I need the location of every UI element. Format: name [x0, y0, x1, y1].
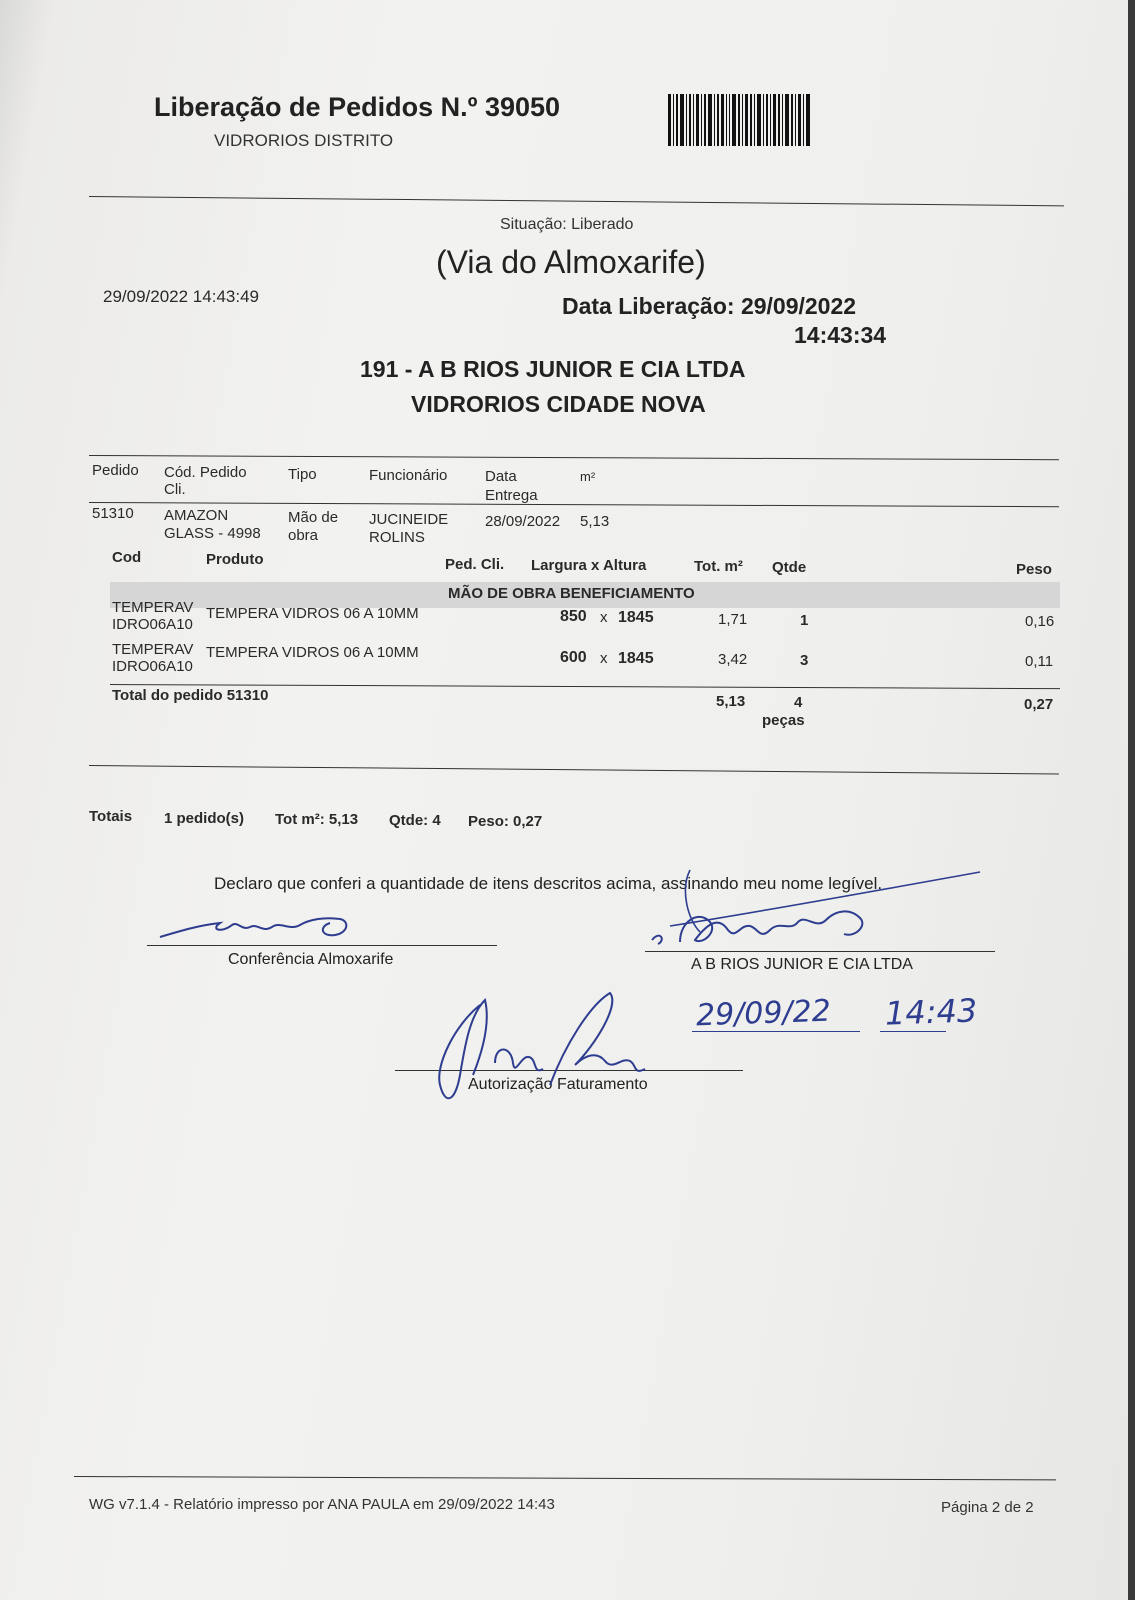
order-employee: JUCINEIDE: [369, 511, 449, 528]
signature-line-left: [147, 945, 497, 946]
col-cod-pedido-2: Cli.: [164, 481, 186, 498]
order-table-top-line: [89, 455, 1059, 460]
handwritten-time-underline: [880, 1031, 946, 1032]
signature-label-left: Conferência Almoxarife: [228, 951, 394, 968]
order-m2: 5,13: [580, 513, 610, 530]
footer-page-number: Página 2 de 2: [941, 1499, 1034, 1516]
item-2-x: x: [600, 650, 608, 667]
item-2-peso: 0,11: [1025, 653, 1054, 670]
col-data-2: Entrega: [485, 487, 538, 504]
col-pedido: Pedido: [92, 462, 139, 479]
order-total-qtde: 4: [794, 694, 803, 711]
item-1-cod: TEMPERAV: [112, 599, 194, 616]
item-2-largura: 600: [560, 649, 587, 666]
signature-label-right: A B RIOS JUNIOR E CIA LTDA: [691, 956, 913, 973]
order-type-2: obra: [288, 527, 319, 544]
signature-scribble-right: [640, 860, 1000, 955]
order-total-m2: 5,13: [716, 693, 746, 710]
col-produto: Produto: [206, 551, 264, 568]
order-total-label: Total do pedido 51310: [112, 687, 269, 704]
item-2-cod-2: IDRO06A10: [112, 658, 193, 675]
item-2-altura: 1845: [618, 650, 654, 667]
col-m2: m²: [580, 469, 596, 484]
via-label: (Via do Almoxarife): [436, 244, 706, 280]
col-peso: Peso: [1016, 561, 1052, 578]
signature-scribble-center: [425, 985, 655, 1115]
item-1-cod-2: IDRO06A10: [112, 616, 193, 633]
order-number: 51310: [92, 505, 134, 522]
col-dims: Largura x Altura: [531, 557, 647, 574]
totals-pedidos: 1 pedido(s): [164, 810, 245, 827]
item-1-tot-m2: 1,71: [718, 611, 748, 628]
item-1-product: TEMPERA VIDROS 06 A 10MM: [206, 605, 419, 622]
situation-text: Situação: Liberado: [500, 216, 634, 233]
order-employee-2: ROLINS: [369, 529, 425, 546]
item-2-qtde: 3: [800, 652, 809, 669]
order-type: Mão de: [288, 509, 339, 526]
order-header-line: [89, 502, 1059, 507]
col-ped-cli: Ped. Cli.: [445, 556, 505, 573]
group-label: MÃO DE OBRA BENEFICIAMENTO: [448, 585, 695, 602]
totals-divider: [89, 765, 1059, 774]
col-cod: Cod: [112, 549, 142, 566]
totals-qtde: Qtde: 4: [389, 812, 441, 829]
order-delivery-date: 28/09/2022: [485, 513, 561, 530]
handwritten-time: 14:43: [884, 991, 978, 1033]
col-tot-m2: Tot. m²: [694, 558, 743, 575]
release-time: 14:43:34: [794, 322, 887, 348]
print-datetime: 29/09/2022 14:43:49: [103, 287, 259, 306]
col-cod-pedido: Cód. Pedido: [164, 464, 247, 481]
header-divider: [89, 196, 1064, 206]
col-data: Data: [485, 468, 517, 485]
order-client-code: AMAZON: [164, 507, 229, 524]
totals-label: Totais: [89, 808, 133, 825]
footer-divider: [74, 1476, 1056, 1480]
col-funcionario: Funcionário: [369, 467, 448, 484]
item-1-x: x: [600, 609, 608, 626]
item-1-largura: 850: [560, 608, 587, 625]
totals-m2: Tot m²: 5,13: [275, 811, 359, 828]
signature-label-center: Autorização Faturamento: [468, 1076, 648, 1093]
totals-peso: Peso: 0,27: [468, 813, 543, 830]
footer-printed-by: WG v7.1.4 - Relatório impresso por ANA PAULA em 29/09/2022 14:43: [89, 1496, 555, 1513]
order-total-peso: 0,27: [1024, 696, 1054, 713]
col-qtde: Qtde: [772, 559, 807, 576]
declaration-text: Declaro que conferi a quantidade de itens descritos acima, assinando meu nome legível.: [214, 874, 883, 893]
item-2-tot-m2: 3,42: [718, 651, 748, 668]
client-store: VIDRORIOS CIDADE NOVA: [411, 391, 706, 417]
barcode: [668, 94, 840, 146]
client-name: 191 - A B RIOS JUNIOR E CIA LTDA: [360, 356, 746, 382]
document-title: Liberação de Pedidos N.º 39050: [154, 92, 561, 122]
order-total-pecas: peças: [762, 712, 805, 729]
release-date: Data Liberação: 29/09/2022: [562, 293, 857, 319]
item-1-altura: 1845: [618, 609, 654, 626]
handwritten-date-underline: [692, 1031, 860, 1032]
handwritten-date: 29/09/22: [695, 993, 832, 1034]
order-client-code-2: GLASS - 4998: [164, 525, 261, 542]
item-1-qtde: 1: [800, 612, 809, 629]
company-name: VIDRORIOS DISTRITO: [214, 131, 394, 150]
item-2-product: TEMPERA VIDROS 06 A 10MM: [206, 644, 419, 661]
item-2-cod: TEMPERAV: [112, 641, 194, 658]
col-tipo: Tipo: [288, 466, 317, 483]
item-1-peso: 0,16: [1025, 613, 1055, 630]
signature-scribble-left: [150, 905, 370, 945]
